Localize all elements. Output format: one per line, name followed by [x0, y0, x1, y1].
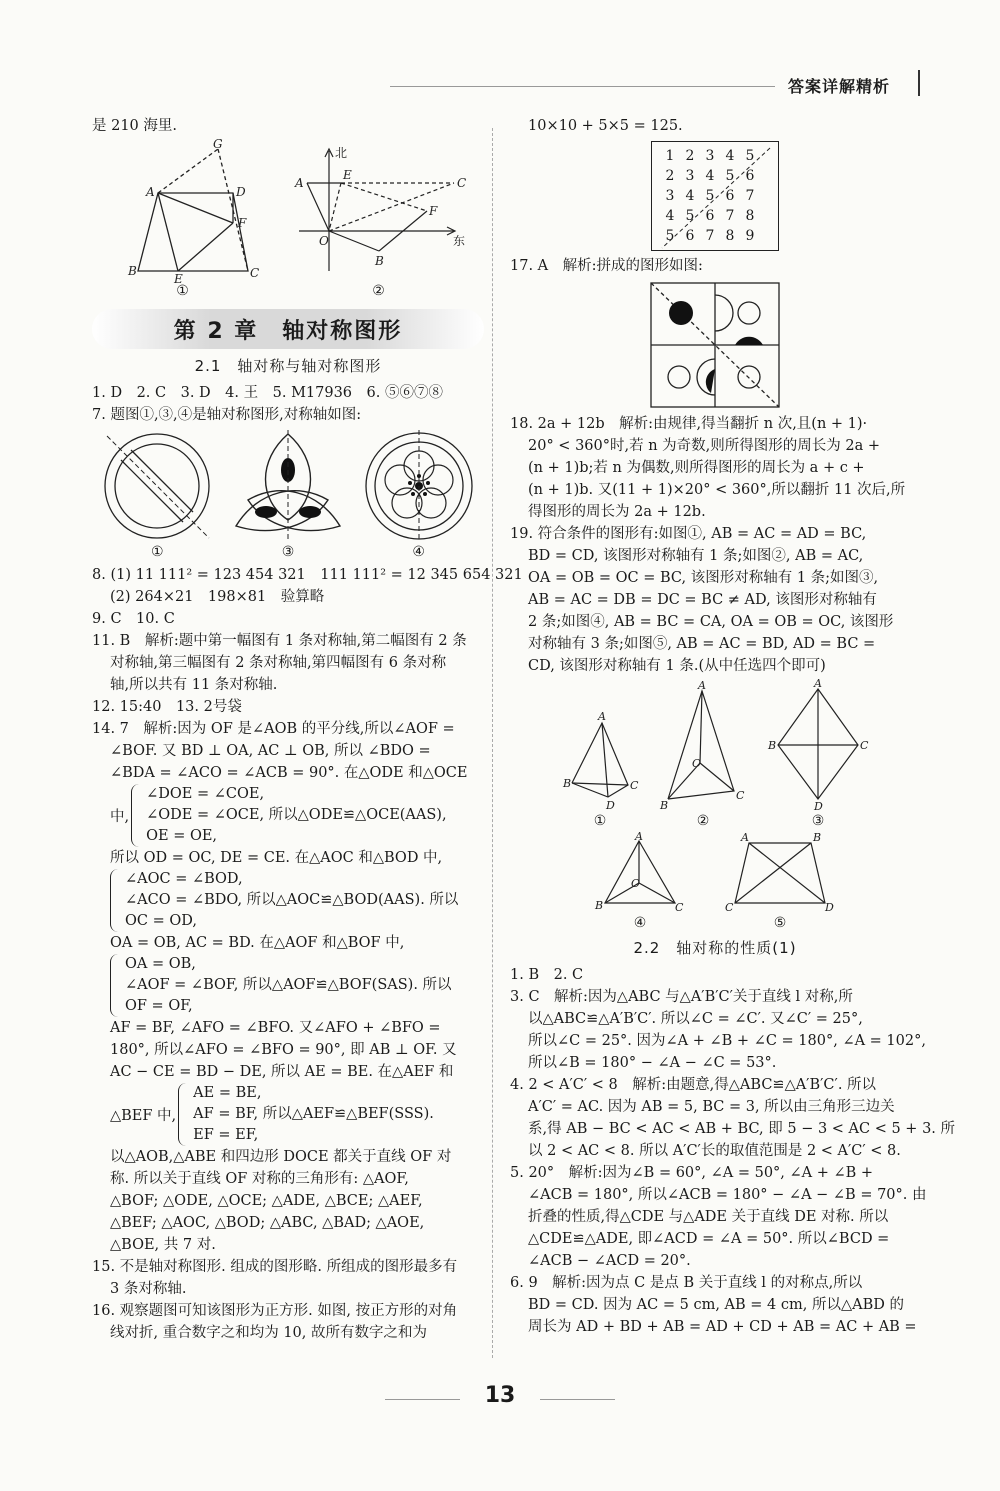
kite-figure — [658, 681, 748, 811]
equation-line: ∠AOC = ∠BOD, — [125, 871, 243, 887]
answer-line: 8. (1) 11 111² = 123 454 321 111 111² = 12 345 654 321 — [92, 567, 523, 583]
fig19-3 — [768, 677, 869, 829]
symmetry-figures — [92, 430, 484, 560]
triangle-o-figure — [595, 830, 685, 914]
answer-line: 所以 OD = OC, DE = CE. 在△AOC 和△BOD 中, — [110, 850, 443, 866]
equation-line: EF = EF, — [193, 1127, 259, 1143]
intro-line: 是 210 海里. — [92, 118, 178, 134]
grid-cell: 5 — [685, 208, 695, 224]
page-number: 13 — [484, 1383, 516, 1408]
grid-cell: 4 — [725, 148, 735, 164]
answer-line: 得图形的周长为 2a + 12b. — [528, 504, 706, 520]
svg-text:A: A — [741, 831, 749, 844]
answer-line: 14. 7 解析:因为 OF 是∠AOB 的平分线,所以∠AOF = — [92, 721, 455, 737]
answer-line: △CDE≌△ADE, 即∠ACD = ∠A = 50°. 所以∠BCD = — [528, 1231, 890, 1247]
answer-line: ∠BDA = ∠ACO = ∠ACB = 90°. 在△ODE 和△OCE — [110, 765, 468, 781]
trefoil-figure — [228, 430, 348, 542]
footer-rule-right — [540, 1399, 615, 1400]
section-2-1-title: 2.1 轴对称与轴对称图形 — [194, 357, 382, 375]
equation-line: ∠ODE = ∠OCE, 所以△ODE≌△OCE(AAS), — [146, 807, 447, 823]
fig19-caption-4: ④ — [633, 915, 647, 931]
compass-figure — [289, 141, 469, 281]
answer-line: 3. C 解析:因为△ABC 与△A′B′C′关于直线 l 对称,所 — [510, 989, 853, 1005]
grid-cell: 1 — [665, 148, 675, 164]
answer-line: △BOF; △ODE, △OCE; △ADE, △BCE; △AEF, — [110, 1193, 423, 1209]
top-figures — [92, 137, 484, 299]
svg-text:D: D — [825, 901, 834, 914]
grid-cell: 4 — [685, 188, 695, 204]
answer-line: 所以∠C = 25°. 因为∠A + ∠B + ∠C = 180°, ∠A = 102°, — [528, 1033, 926, 1049]
svg-text:C: C — [736, 789, 745, 802]
fig19-5 — [725, 833, 835, 931]
svg-text:B: B — [595, 899, 604, 912]
tile-figure-wrap — [510, 281, 920, 409]
grid-cell: 7 — [745, 188, 755, 204]
answer-line: CD, 该图形对称轴有 1 条.(从中任选四个即可) — [528, 658, 826, 674]
answer-line: 1. D 2. C 3. D 4. 王 5. M17936 6. ⑤⑥⑦⑧ — [92, 385, 443, 401]
figure-2 — [289, 141, 469, 299]
answer-line: AC − CE = BD − DE, 所以 AE = BE. 在△AEF 和 — [110, 1064, 454, 1080]
left-column — [92, 115, 523, 1344]
answer-line: 系,得 AB − BC < AC < AB + BC, 即 5 − 3 < AC < 5 + 3. 所 — [528, 1121, 956, 1137]
svg-text:B: B — [768, 739, 777, 752]
svg-text:O: O — [692, 757, 702, 770]
svg-text:B: B — [660, 799, 669, 812]
svg-text:B: B — [127, 264, 137, 278]
sym-caption-3: ③ — [281, 544, 295, 560]
header-title: 答案详解精析 — [788, 77, 891, 96]
answer-line: ∠ACB − ∠ACD = 20°. — [528, 1253, 691, 1269]
brace-prefix: △BEF 中, — [110, 1108, 177, 1124]
answer-line: BD = CD, 该图形对称轴有 1 条;如图②, AB = AC, — [528, 548, 864, 564]
grid-cell: 4 — [705, 168, 715, 184]
svg-text:O: O — [631, 877, 641, 890]
equation-line: ∠AOF = ∠BOF, 所以△AOF≌△BOF(SAS). 所以 — [125, 977, 452, 993]
grid-cell: 3 — [685, 168, 695, 184]
grid-cell: 7 — [725, 208, 735, 224]
fig19-2 — [658, 681, 748, 829]
answer-line: 对称轴有 3 条;如图⑤, AB = AC = BD, AD = BC = — [528, 636, 876, 652]
answer-line: 以△AOB,△ABE 和四边形 DOCE 都关于直线 OF 对 — [110, 1149, 452, 1165]
east-label: 东 — [452, 234, 465, 248]
answer-line: 16. 观察题图可知该图形为正方形. 如图, 按正方形的对角 — [92, 1303, 458, 1319]
answer-line: 以△ABC≌△A′B′C′. 所以∠C = ∠C′. 又∠C′ = 25°, — [528, 1011, 863, 1027]
brace-prefix: 中, — [110, 809, 130, 825]
answer-line: 4. 2 < A′C′ < 8 解析:由题意,得△ABC≌△A′B′C′. 所以 — [510, 1077, 877, 1093]
right-column — [510, 115, 956, 1338]
fig19-row2 — [510, 830, 920, 931]
grid-cell: 8 — [725, 228, 735, 244]
fig19-row1 — [510, 677, 920, 829]
svg-text:A: A — [814, 677, 822, 690]
svg-text:E: E — [342, 168, 352, 182]
answer-line: 11. B 解析:题中第一幅图有 1 条对称轴,第二幅图有 2 条 — [92, 633, 467, 649]
svg-text:C: C — [860, 739, 869, 752]
grid-cell: 9 — [745, 228, 755, 244]
svg-text:A: A — [598, 710, 606, 723]
equation-line: AF = BF, 所以△AEF≌△BEF(SSS). — [193, 1106, 434, 1122]
fig19-caption-2: ② — [696, 813, 710, 829]
grid-cell: 3 — [665, 188, 675, 204]
equation-line: AE = BE, — [193, 1085, 262, 1101]
circle-slash-figure — [97, 430, 217, 542]
figure-1 — [108, 137, 259, 299]
column-divider — [492, 128, 493, 1358]
brace-mark — [131, 784, 142, 847]
footer-rule-left — [385, 1399, 460, 1400]
header-rule — [390, 86, 775, 87]
answer-line: 以 2 < AC < 8. 所以 A′C′长的取值范围是 2 < A′C′ < 8. — [528, 1143, 901, 1159]
svg-text:B: B — [374, 254, 384, 268]
svg-text:O: O — [318, 234, 329, 248]
grid-cell: 8 — [745, 208, 755, 224]
grid-cell: 6 — [705, 208, 715, 224]
fig19-caption-3: ③ — [811, 813, 825, 829]
equation-line: ∠DOE = ∠COE, — [146, 786, 265, 802]
caption-1: ① — [176, 283, 189, 299]
answer-line: 线对折, 重合数字之和均为 10, 故所有数字之和为 — [110, 1325, 427, 1341]
brace-mark — [110, 869, 121, 932]
trapezoid-diag-figure — [725, 833, 835, 913]
grid-cell: 4 — [665, 208, 675, 224]
svg-text:C: C — [249, 266, 259, 280]
equation-line: OF = OF, — [125, 998, 193, 1014]
equation-line: OE = OE, — [146, 828, 218, 844]
equation-line: OA = OB, — [125, 956, 196, 972]
answer-line: ∠BOF. 又 BD ⊥ OA, AC ⊥ OB, 所以 ∠BDO = — [110, 743, 431, 759]
answer-line: 折叠的性质,得△CDE 与△ADE 关于直线 DE 对称. 所以 — [528, 1209, 889, 1225]
brace-mark — [110, 954, 121, 1017]
answer-line: 所以∠B = 180° − ∠A − ∠C = 53°. — [528, 1055, 777, 1071]
grid-cell: 5 — [665, 228, 675, 244]
north-label: 北 — [334, 146, 347, 160]
equation-system-1 — [92, 784, 484, 847]
caption-2: ② — [372, 283, 385, 299]
answer-line: (n + 1)b;若 n 为偶数,则所得图形的周长为 a + c + — [528, 460, 865, 476]
grid-diagonal — [652, 142, 778, 254]
answer-line: 180°, 所以∠AFO = ∠BFO = 90°, 即 AB ⊥ OF. 又 — [110, 1042, 457, 1058]
grid-cell: 6 — [745, 168, 755, 184]
answer-line: 17. A 解析:拼成的图形如图: — [510, 258, 703, 274]
answer-line: 12. 15:40 13. 2号袋 — [92, 699, 242, 715]
svg-text:B: B — [563, 777, 572, 790]
answer-line: 10×10 + 5×5 = 125. — [528, 118, 683, 134]
svg-text:D: D — [606, 799, 615, 812]
answer-line: 3 条对称轴. — [110, 1281, 187, 1297]
svg-text:A: A — [145, 185, 155, 199]
answer-line: AB = AC = DB = DC = BC ≠ AD, 该图形对称轴有 — [528, 592, 877, 608]
rhombus-figure — [768, 677, 869, 813]
section-2-2-title: 2.2 轴对称的性质(1) — [633, 939, 797, 957]
answer-line: 轴,所以共有 11 条对称轴. — [110, 677, 278, 693]
fig19-1 — [562, 711, 638, 829]
tile-figure — [649, 281, 781, 409]
answer-line: 20° < 360°时,若 n 为奇数,则所得图形的周长为 2a + — [528, 438, 881, 454]
number-grid — [651, 141, 779, 251]
sym-caption-4: ④ — [412, 544, 425, 560]
answer-line: 2 条;如图④, AB = BC = CA, OA = OB = OC, 该图形 — [528, 614, 894, 630]
svg-text:F: F — [428, 204, 437, 218]
flower-figure — [359, 430, 479, 542]
fig19-4 — [595, 830, 685, 931]
svg-text:E: E — [173, 272, 183, 286]
answer-line: 9. C 10. C — [92, 611, 175, 627]
grid-cell: 2 — [665, 168, 675, 184]
grid-cell: 5 — [705, 188, 715, 204]
svg-text:C: C — [630, 779, 639, 792]
answer-line: (2) 264×21 198×81 验算略 — [110, 589, 325, 605]
answer-line: 5. 20° 解析:因为∠B = 60°, ∠A = 50°, ∠A + ∠B + — [510, 1165, 874, 1181]
grid-cell: 5 — [745, 148, 755, 164]
svg-text:C: C — [675, 901, 684, 914]
svg-text:A: A — [294, 176, 304, 190]
sym-figure-4 — [359, 430, 479, 560]
answer-line: OA = OB = OC = BC, 该图形对称轴有 1 条;如图③, — [528, 570, 879, 586]
fig19-caption-5: ⑤ — [773, 915, 787, 931]
answer-line: 对称轴,第三幅图有 2 条对称轴,第四幅图有 6 条对称 — [110, 655, 447, 671]
answer-line: △BEF; △AOC, △BOD; △ABC, △BAD; △AOE, — [110, 1215, 425, 1231]
grid-cell: 6 — [685, 228, 695, 244]
answer-line: 15. 不是轴对称图形. 组成的图形略. 所组成的图形最多有 — [92, 1259, 458, 1275]
answer-line: 18. 2a + 12b 解析:由规律,得当翻折 n 次,且(n + 1)· — [510, 416, 868, 432]
answer-line: 6. 9 解析:因为点 C 是点 B 关于直线 l 的对称点,所以 — [510, 1275, 863, 1291]
answer-line: 称. 所以关于直线 OF 对称的三角形有: △AOF, — [110, 1171, 409, 1187]
sym-figure-3 — [228, 430, 348, 560]
answer-line: 周长为 AD + BD + AB = AD + CD + AB = AC + AB = — [528, 1319, 917, 1335]
equation-line: ∠ACO = ∠BDO, 所以△AOC≌△BOD(AAS). 所以 — [125, 892, 459, 908]
svg-text:D: D — [814, 800, 823, 813]
svg-text:D: D — [235, 185, 246, 199]
brace-mark — [178, 1083, 189, 1146]
answer-line: 7. 题图①,③,④是轴对称图形,对称轴如图: — [92, 407, 362, 423]
answer-line: BD = CD. 因为 AC = 5 cm, AB = 4 cm, 所以△ABD 的 — [528, 1297, 904, 1313]
svg-text:B: B — [813, 831, 822, 844]
answer-line: (n + 1)b. 又(11 + 1)×20° < 360°,所以翻折 11 次后,所 — [528, 482, 906, 498]
equation-system-4 — [92, 1083, 484, 1146]
equation-system-2 — [92, 869, 484, 932]
sym-caption-1: ① — [151, 544, 164, 560]
grid-cell: 7 — [705, 228, 715, 244]
grid-cell: 3 — [705, 148, 715, 164]
svg-text:C: C — [725, 901, 734, 914]
answer-line: △BOE, 共 7 对. — [110, 1237, 216, 1253]
answer-line: 19. 符合条件的图形有:如图①, AB = AC = AD = BC, — [510, 526, 867, 542]
answer-line: 1. B 2. C — [510, 967, 584, 983]
equation-system-3 — [92, 954, 484, 1017]
grid-cell: 2 — [685, 148, 695, 164]
svg-text:G: G — [212, 137, 223, 151]
fig19-caption-1: ① — [593, 813, 607, 829]
answer-line: A′C′ = AC. 因为 AB = 5, BC = 3, 所以由三角形三边关 — [528, 1099, 895, 1115]
svg-text:F: F — [237, 216, 246, 230]
chapter-title: 第 2 章 轴对称图形 — [92, 309, 484, 349]
svg-text:C: C — [456, 176, 466, 190]
grid-cell: 6 — [725, 188, 735, 204]
tetra-figure — [562, 711, 638, 811]
answer-line: ∠ACB = 180°, 所以∠ACB = 180° − ∠A − ∠B = 70°. 由 — [528, 1187, 927, 1203]
sym-figure-1 — [97, 430, 217, 560]
svg-text:A: A — [698, 679, 706, 692]
answer-line: AF = BF, ∠AFO = ∠BFO. 又∠AFO + ∠BFO = — [110, 1020, 441, 1036]
header-bar — [918, 70, 920, 96]
grid-cell: 5 — [725, 168, 735, 184]
equation-line: OC = OD, — [125, 913, 197, 929]
answer-line: OA = OB, AC = BD. 在△AOF 和△BOF 中, — [110, 935, 405, 951]
svg-text:A: A — [635, 830, 643, 843]
trapezoid-figure — [108, 137, 259, 286]
